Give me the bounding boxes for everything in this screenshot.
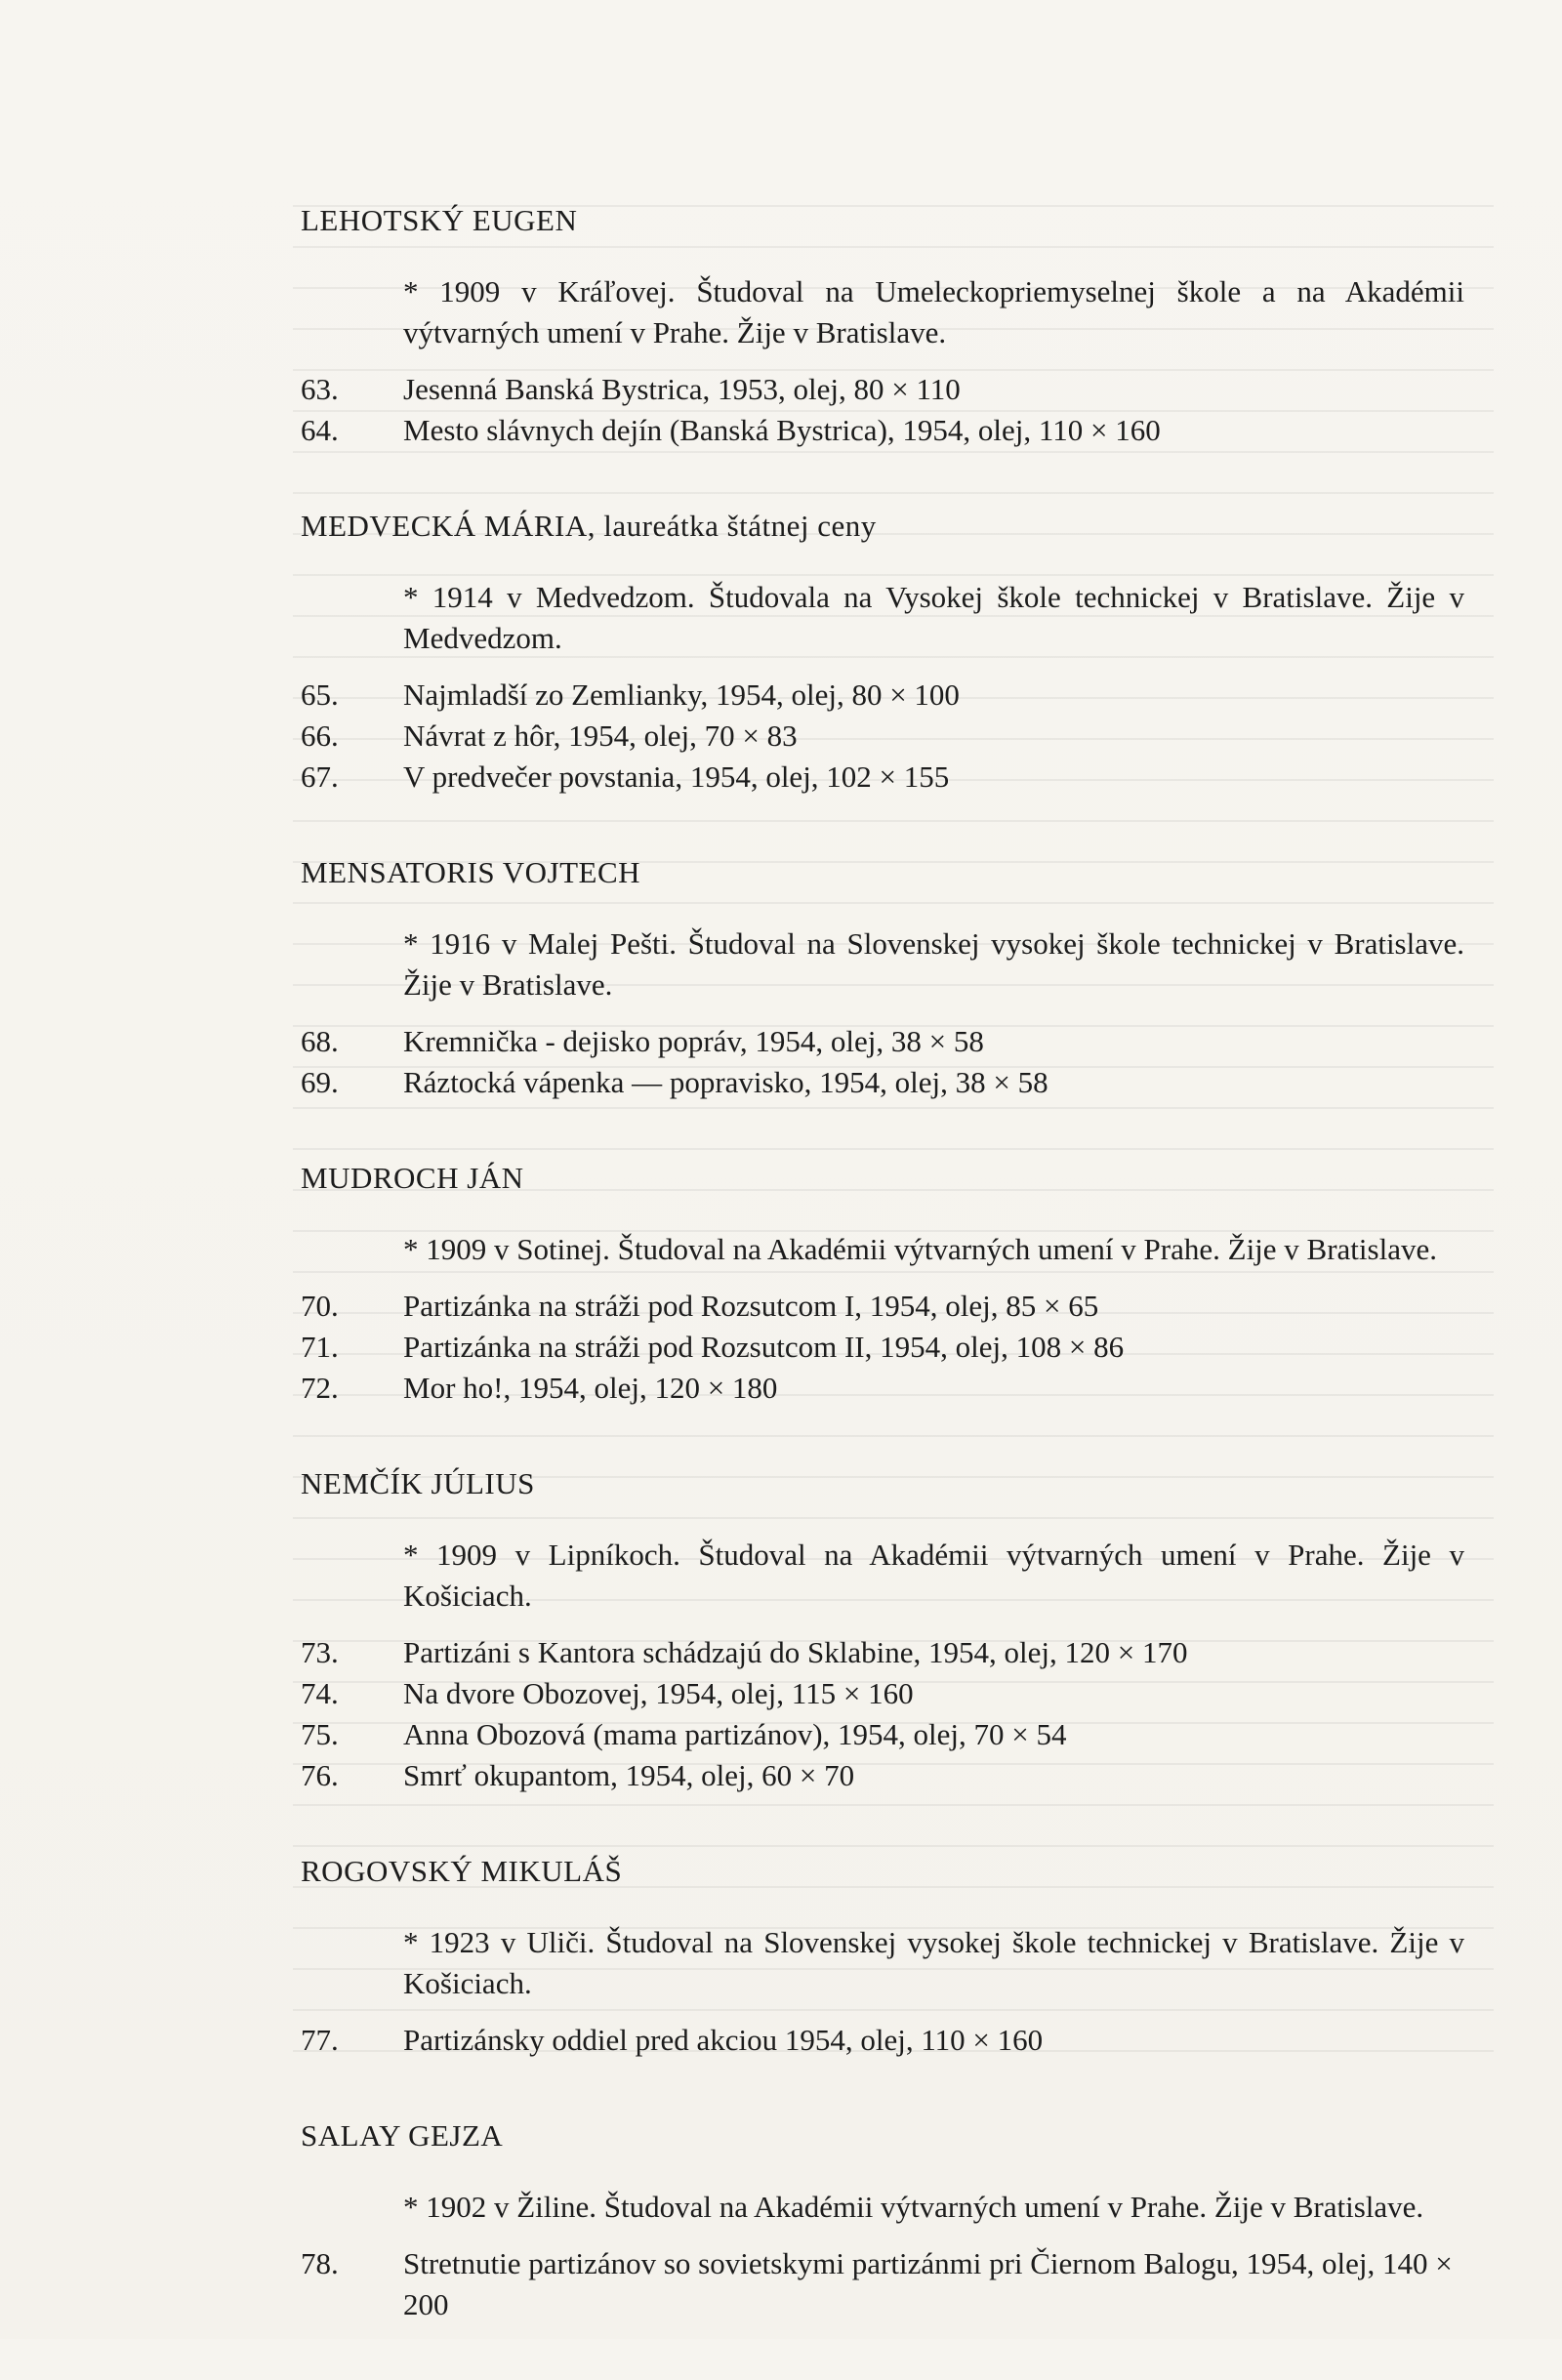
work-title: Návrat z hôr, 1954, olej, 70 × 83 — [403, 718, 798, 753]
work-item — [301, 1632, 1464, 1673]
work-number: 67. — [301, 759, 339, 794]
artist-bio: * 1909 v Kráľovej. Študoval na Umeleckopriemyselnej škole a na Akadémii výtvarných umení v Prahe. Žije v Bratislave. — [403, 274, 1464, 349]
artist-name: MUDROCH JÁN — [301, 1161, 524, 1195]
work-number: 66. — [301, 718, 339, 753]
artist-entry — [301, 852, 1464, 1103]
work-title: Mesto slávnych dejín (Banská Bystrica), 1954, olej, 110 × 160 — [403, 413, 1161, 447]
artist-name: ROGOVSKÝ MIKULÁŠ — [301, 1854, 623, 1888]
work-number: 77. — [301, 2023, 339, 2057]
artist-name: MEDVECKÁ MÁRIA, laureátka štátnej ceny — [301, 509, 877, 543]
artist-name: SALAY GEJZA — [301, 2118, 504, 2153]
work-item — [301, 1062, 1464, 1103]
work-item — [301, 675, 1464, 716]
works-list — [301, 369, 1464, 451]
work-item — [301, 2243, 1464, 2325]
work-item — [301, 757, 1464, 798]
work-title: Najmladší zo Zemlianky, 1954, olej, 80 × 100 — [403, 677, 960, 712]
work-title: Partizáni s Kantora schádzajú do Sklabine, 1954, olej, 120 × 170 — [403, 1635, 1188, 1669]
artist-entry — [301, 1158, 1464, 1409]
artist-entry — [301, 1463, 1464, 1796]
artist-entry — [301, 200, 1464, 451]
work-title: Jesenná Banská Bystrica, 1953, olej, 80 × 110 — [403, 372, 961, 406]
artist-entry — [301, 506, 1464, 798]
artist-bio: * 1923 v Uliči. Študoval na Slovenskej vysokej škole technickej v Bratislave. Žije v Košiciach. — [403, 1925, 1464, 2000]
artist-bio: * 1902 v Žiline. Študoval na Akadémii výtvarných umení v Prahe. Žije v Bratislave. — [403, 2190, 1424, 2224]
work-number: 76. — [301, 1758, 339, 1792]
work-title: Stretnutie partizánov so sovietskymi partizánmi pri Čiernom Balogu, 1954, olej, 140 × 200 — [403, 2246, 1453, 2321]
work-item — [301, 369, 1464, 410]
work-title: Kremnička - dejisko popráv, 1954, olej, 38 × 58 — [403, 1024, 984, 1058]
work-number: 71. — [301, 1330, 339, 1364]
work-item — [301, 716, 1464, 757]
work-item — [301, 1286, 1464, 1327]
work-title: Na dvore Obozovej, 1954, olej, 115 × 160 — [403, 1676, 914, 1710]
artist-entry — [301, 1851, 1464, 2061]
artist-bio: * 1909 v Sotinej. Študoval na Akadémii výtvarných umení v Prahe. Žije v Bratislave. — [403, 1232, 1437, 1266]
work-number: 68. — [301, 1024, 339, 1058]
works-list — [301, 1021, 1464, 1103]
works-list — [301, 2020, 1464, 2061]
work-title: Smrť okupantom, 1954, olej, 60 × 70 — [403, 1758, 855, 1792]
works-list — [301, 2243, 1464, 2325]
work-item — [301, 1021, 1464, 1062]
work-item — [301, 1673, 1464, 1714]
works-list — [301, 675, 1464, 798]
artist-bio: * 1909 v Lipníkoch. Študoval na Akadémii výtvarných umení v Prahe. Žije v Košiciach. — [403, 1538, 1464, 1613]
work-number: 65. — [301, 677, 339, 712]
artist-bio: * 1914 v Medvedzom. Študovala na Vysokej škole technickej v Bratislave. Žije v Medvedzom. — [403, 580, 1464, 655]
work-number: 74. — [301, 1676, 339, 1710]
work-title: Ráztocká vápenka — popravisko, 1954, olej, 38 × 58 — [403, 1065, 1048, 1099]
work-number: 69. — [301, 1065, 339, 1099]
artist-name: LEHOTSKÝ EUGEN — [301, 203, 578, 237]
work-number: 64. — [301, 413, 339, 447]
work-number: 75. — [301, 1717, 339, 1751]
works-list — [301, 1286, 1464, 1409]
work-number: 72. — [301, 1371, 339, 1405]
work-title: Partizánsky oddiel pred akciou 1954, olej, 110 × 160 — [403, 2023, 1044, 2057]
work-number: 73. — [301, 1635, 339, 1669]
work-title: Partizánka na stráži pod Rozsutcom I, 1954, olej, 85 × 65 — [403, 1289, 1099, 1323]
artist-name: MENSATORIS VOJTECH — [301, 855, 641, 889]
work-item — [301, 1755, 1464, 1796]
work-title: Anna Obozová (mama partizánov), 1954, olej, 70 × 54 — [403, 1717, 1067, 1751]
work-item — [301, 1368, 1464, 1409]
artist-list — [301, 200, 1464, 2380]
work-title: V predvečer povstania, 1954, olej, 102 × 155 — [403, 759, 950, 794]
work-title: Partizánka na stráži pod Rozsutcom II, 1954, olej, 108 × 86 — [403, 1330, 1125, 1364]
work-number: 63. — [301, 372, 339, 406]
work-number: 78. — [301, 2246, 339, 2280]
artist-bio: * 1916 v Malej Pešti. Študoval na Slovenskej vysokej škole technickej v Bratislave. Žije v Bratislave. — [403, 926, 1464, 1002]
artist-name: NEMČÍK JÚLIUS — [301, 1466, 535, 1500]
work-item — [301, 1714, 1464, 1755]
work-item — [301, 1327, 1464, 1368]
artist-entry — [301, 2115, 1464, 2325]
work-item — [301, 410, 1464, 451]
work-title: Mor ho!, 1954, olej, 120 × 180 — [403, 1371, 778, 1405]
work-item — [301, 2020, 1464, 2061]
work-number: 70. — [301, 1289, 339, 1323]
works-list — [301, 1632, 1464, 1796]
